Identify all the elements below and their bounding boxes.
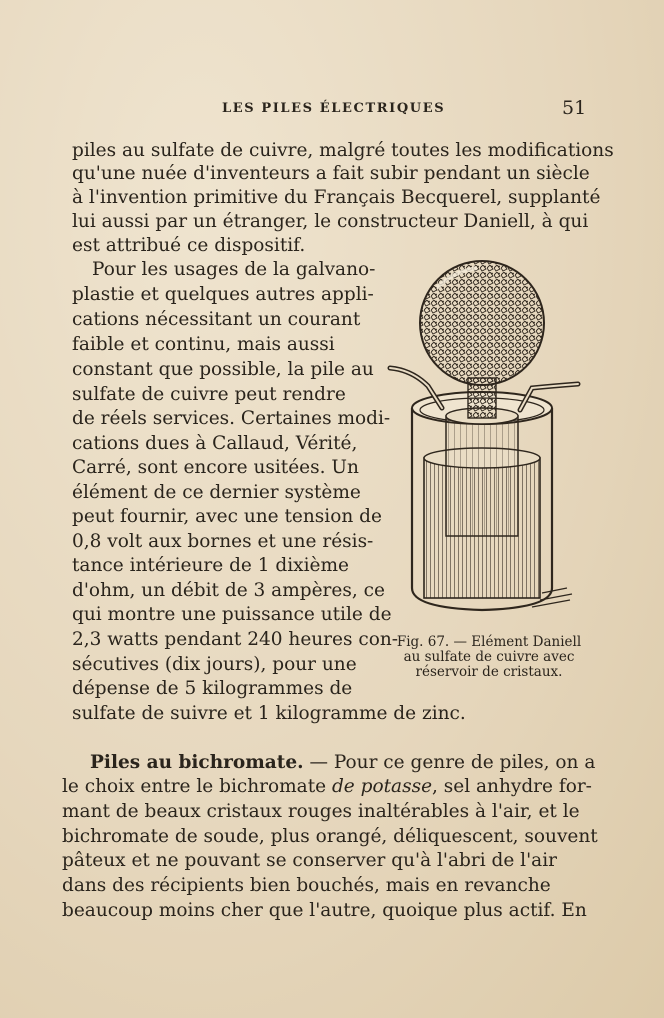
- text-line: à l'invention primitive du Français Becquerel, supplanté: [72, 187, 601, 208]
- text-span: , sel anhydre for-: [432, 776, 592, 797]
- text-line: beaucoup moins cher que l'autre, quoique plus actif. En: [62, 900, 587, 921]
- text-line: plastie et quelques autres appli-: [72, 284, 374, 305]
- italic-term: de potasse: [331, 776, 433, 797]
- text-line: piles au sulfate de cuivre, malgré toutes les modifications: [72, 140, 614, 161]
- text-line: cations dues à Callaud, Vérité,: [72, 433, 358, 454]
- text-line: élément de ce dernier système: [72, 482, 361, 503]
- section-heading: Piles au bichromate.: [90, 752, 304, 773]
- text-line: Carré, sont encore usitées. Un: [72, 457, 359, 478]
- crystal-reservoir-flask: [420, 261, 544, 385]
- text-span: — Pour ce genre de piles, on a: [303, 752, 596, 773]
- text-line: qu'une nuée d'inventeurs a fait subir pendant un siècle: [72, 163, 590, 184]
- caption-line: au sulfate de cuivre avec: [403, 649, 575, 665]
- daniell-cell-illustration: [382, 258, 582, 618]
- text-line: constant que possible, la pile au: [72, 359, 374, 380]
- text-line: Pour les usages de la galvano-: [92, 259, 376, 280]
- text-line: dans des récipients bien bouchés, mais en revanche: [62, 875, 551, 896]
- text-line: [62, 776, 592, 798]
- text-line: peut fournir, avec une tension de: [72, 506, 382, 527]
- text-line: de réels services. Certaines modi-: [72, 408, 391, 429]
- caption-line: Fig. 67. — Elément Daniell: [396, 634, 582, 650]
- text-line: cations nécessitant un courant: [72, 309, 361, 330]
- text-line: lui aussi par un étranger, le constructeur Daniell, à qui: [72, 211, 589, 232]
- figure-caption: [384, 635, 594, 680]
- text-line: tance intérieure de 1 dixième: [72, 555, 349, 576]
- text-span: le choix entre le bichromate: [62, 776, 332, 797]
- text-line: sécutives (dix jours), pour une: [72, 654, 357, 675]
- text-line: faible et continu, mais aussi: [72, 334, 335, 355]
- text-line: [90, 752, 595, 774]
- text-line: 0,8 volt aux bornes et une résis-: [72, 531, 374, 552]
- text-line: sulfate de cuivre peut rendre: [72, 384, 346, 405]
- text-line: dépense de 5 kilogrammes de: [72, 678, 353, 699]
- running-head: [0, 97, 664, 121]
- text-line: sulfate de suivre et 1 kilogramme de zinc.: [72, 703, 466, 724]
- text-line: mant de beaux cristaux rouges inaltérables à l'air, et le: [62, 801, 580, 822]
- text-line: d'ohm, un débit de 3 ampères, ce: [72, 580, 385, 601]
- text-line: qui montre une puissance utile de: [72, 604, 392, 625]
- text-line: est attribué ce dispositif.: [72, 235, 306, 256]
- running-title: LES PILES ÉLECTRIQUES: [222, 101, 446, 116]
- caption-line: réservoir de cristaux.: [415, 664, 563, 680]
- page-number: 51: [562, 97, 587, 119]
- text-line: 2,3 watts pendant 240 heures con-: [72, 629, 399, 650]
- text-line: bichromate de soude, plus orangé, déliquescent, souvent: [62, 826, 598, 847]
- text-line: pâteux et ne pouvant se conserver qu'à l'abri de l'air: [62, 850, 557, 871]
